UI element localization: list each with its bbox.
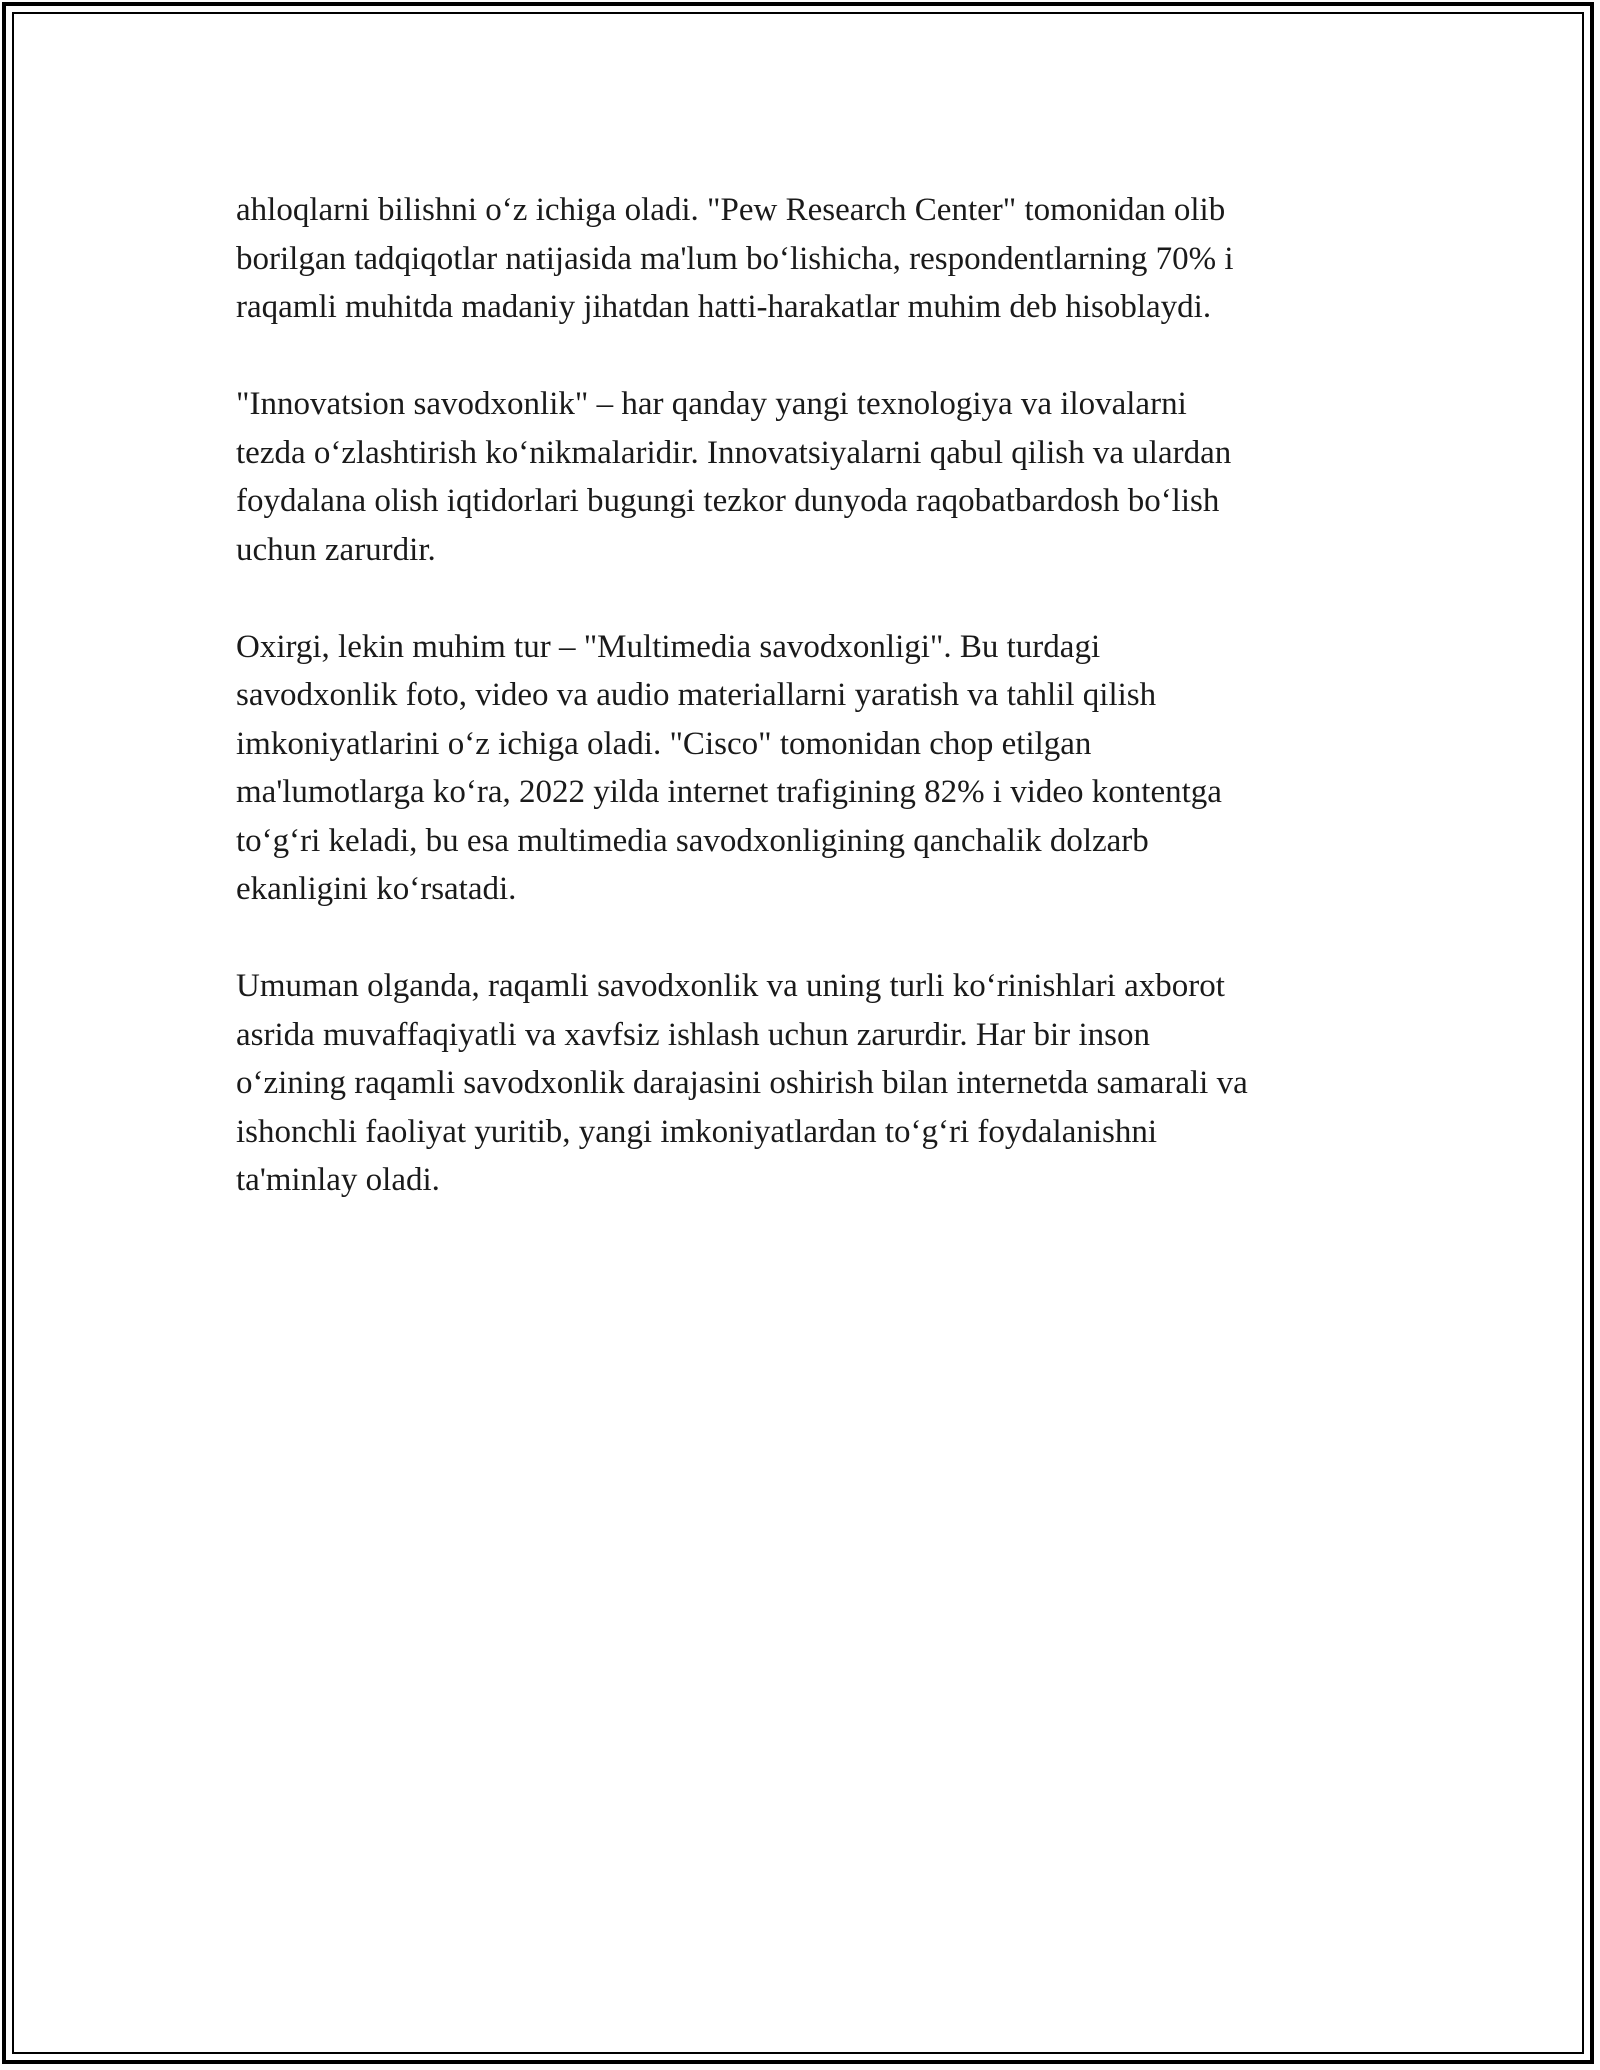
paragraph-conclusion: Umuman olganda, raqamli savodxonlik va uning turli ko‘rinishlari axborot asrida muvaffaqiyatli va xavfsiz ishlash uchun zarurdir. Har bir inson o‘zining raqamli savodxonlik darajasini oshirish bilan internetda samarali va ishonchli faoliyat yuritib, yangi imkoniyatlardan to‘g‘ri foydalanishni ta'minlay oladi. — [236, 968, 1248, 1198]
paragraph-innovation-literacy: "Innovatsion savodxonlik" – har qanday yangi texnologiya va ilovalarni tezda o‘zlashtirish ko‘nikmalaridir. Innovatsiyalarni qabul qilish va ulardan foydalana olish iqtidorlari bugungi tezkor dunyoda raqobatbardosh bo‘lish uchun zarurdir. — [236, 386, 1232, 568]
document-body — [236, 186, 1376, 1253]
paragraph-multimedia-literacy: Oxirgi, lekin muhim tur – "Multimedia savodxonligi". Bu turdagi savodxonlik foto, video va audio materiallarni yaratish va tahlil qilish imkoniyatlarini o‘z ichiga oladi. "Cisco" tomonidan chop etilgan ma'lumotlarga ko‘ra, 2022 yilda internet trafigining 82% i video kontentga to‘g‘ri keladi, bu esa multimedia savodxonligining qanchalik dolzarb ekanligini ko‘rsatadi. — [236, 628, 1222, 907]
paragraph-cultural-literacy: ahloqlarni bilishni o‘z ichiga oladi. "Pew Research Center" tomonidan olib borilgan tadqiqotlar natijasida ma'lum bo‘lishicha, respondentlarning 70% i raqamli muhitda madaniy jihatdan hatti-harakatlar muhim deb hisoblaydi. — [236, 192, 1234, 325]
